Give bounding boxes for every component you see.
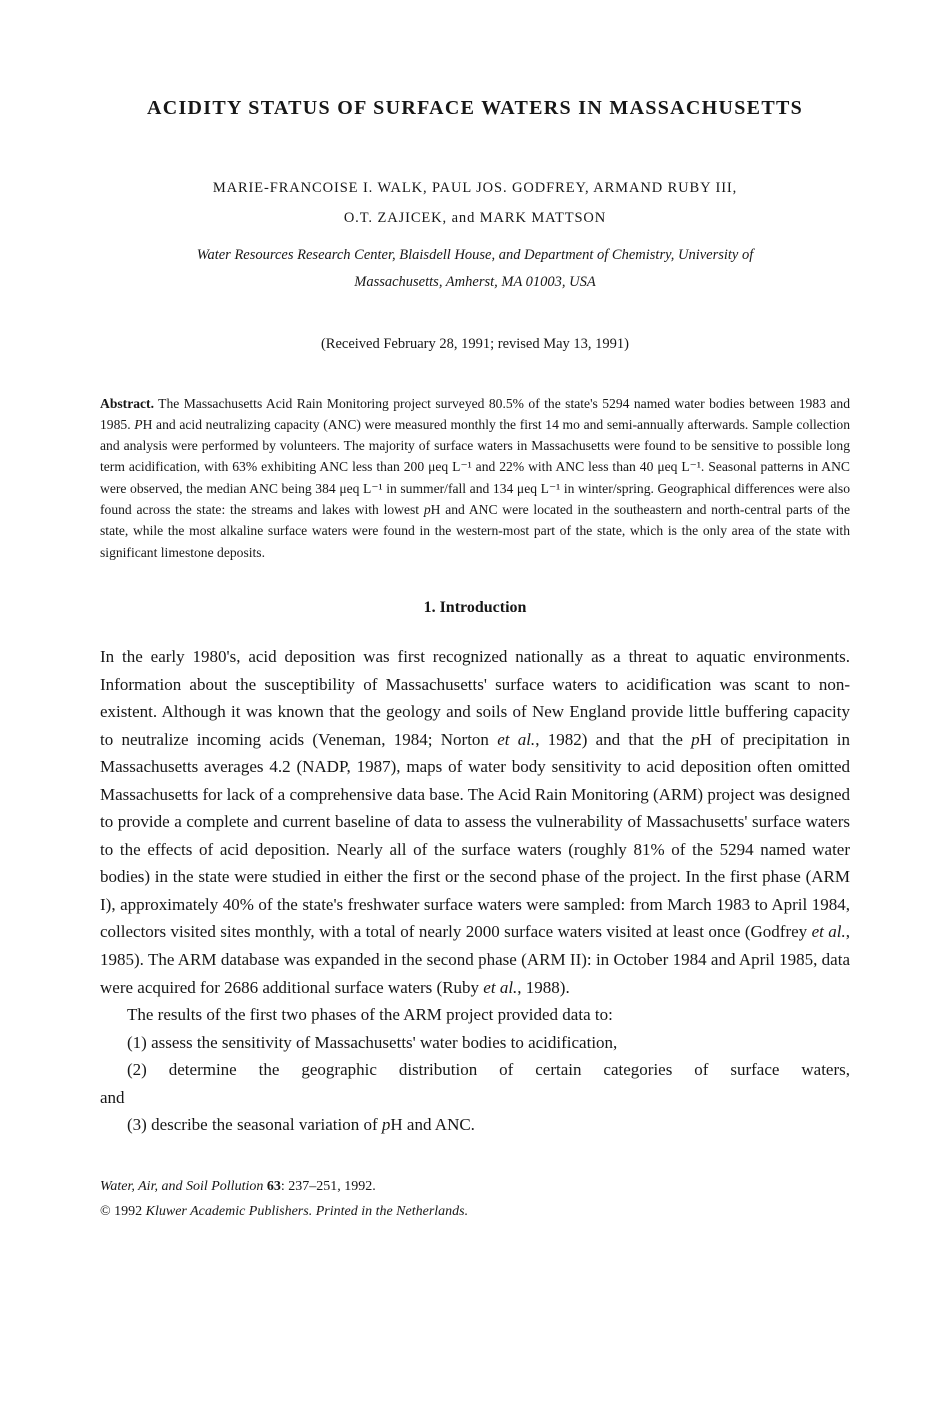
authors-line-1: MARIE-FRANCOISE I. WALK, PAUL JOS. GODFREY, ARMAND RUBY III, <box>212 180 738 196</box>
copyright-notice: © 1992 Kluwer Academic Publishers. Printed in the Netherlands. <box>100 1203 469 1219</box>
paper-title: ACIDITY STATUS OF SURFACE WATERS IN MASSACHUSETTS <box>146 97 804 119</box>
abstract-paragraph: Abstract. The Massachusetts Acid Rain Monitoring project surveyed 80.5% of the state's 5294 named water bodies between 1983 and 1985. PH and acid neutralizing capacity (ANC) were measured monthly the first 14 mo and semi-annually afterwards. Sample collection and analysis were performed by volunteers. The majority of surface waters in Massachusetts were found to be sensitive to possible long term acidification, with 63% exhibiting ANC less than 200 μeq L⁻¹ and 22% with ANC less than 40 μeq L⁻¹. Seasonal patterns in ANC were observed, the median ANC being 384 μeq L⁻¹ in summer/fall and 134 μeq L⁻¹ in winter/spring. Geographical differences were also found across the state: the streams and lakes with lowest pH and ANC were located in the southeastern and north-central parts of the state, while the most alkaline surface waters were found in the western-most part of the state, which is the only area of the state with significant limestone deposits. <box>100 395 851 560</box>
authors-line-2: O.T. ZAJICEK, and MARK MATTSON <box>343 210 607 227</box>
section-heading-introduction: 1. Introduction <box>423 599 527 617</box>
journal-footer <box>100 1175 850 1225</box>
list-item-1: (1) assess the sensitivity of Massachusetts' water bodies to acidification, <box>127 1032 618 1052</box>
authors-block <box>100 173 850 234</box>
affiliation-line-1: Water Resources Research Center, Blaisdell House, and Department of Chemistry, University of <box>196 246 754 263</box>
list-item-2-continuation: and <box>100 1087 125 1107</box>
journal-citation: Water, Air, and Soil Pollution 63: 237–251, 1992. <box>100 1178 376 1194</box>
intro-paragraph-1: In the early 1980's, acid deposition was first recognized nationally as a threat to aquatic environments. Information about the susceptibility of Massachusetts' surface waters to acidification was scant to non-existent. Although it was known that the geology and soils of New England provide little buffering capacity to neutralize incoming acids (Veneman, 1984; Norton et al., 1982) and that the pH of precipitation in Massachusetts averages 4.2 (NADP, 1987), maps of water body sensitivity to acid deposition often omitted Massachusetts for lack of a comprehensive data base. The Acid Rain Monitoring (ARM) project was designed to provide a complete and current baseline of data to assess the vulnerability of Massachusetts' surface waters to the effects of acid deposition. Nearly all of the surface waters (roughly 81% of the 5294 named water bodies) in the state were studied in either the first or the second phase of the project. In the first phase (ARM I), approximately 40% of the state's freshwater surface waters were sampled: from March 1983 to April 1984, collectors visited sites monthly, with a total of nearly 2000 surface waters visited at least once (Godfrey et al., 1985). The ARM database was expanded in the second phase (ARM II): in October 1984 and April 1985, data were acquired for 2686 additional surface waters (Ruby et al., 1988). <box>100 647 850 997</box>
affiliation-block <box>100 242 850 296</box>
list-item-2: (2) determine the geographic distribution of certain categories of surface waters, <box>127 1060 850 1080</box>
affiliation-line-2: Massachusetts, Amherst, MA 01003, USA <box>354 273 596 290</box>
received-dates: (Received February 28, 1991; revised May 13, 1991) <box>320 335 630 352</box>
intro-paragraph-2: The results of the first two phases of the ARM project provided data to: <box>127 1005 613 1025</box>
list-item-3: (3) describe the seasonal variation of pH and ANC. <box>127 1115 475 1135</box>
